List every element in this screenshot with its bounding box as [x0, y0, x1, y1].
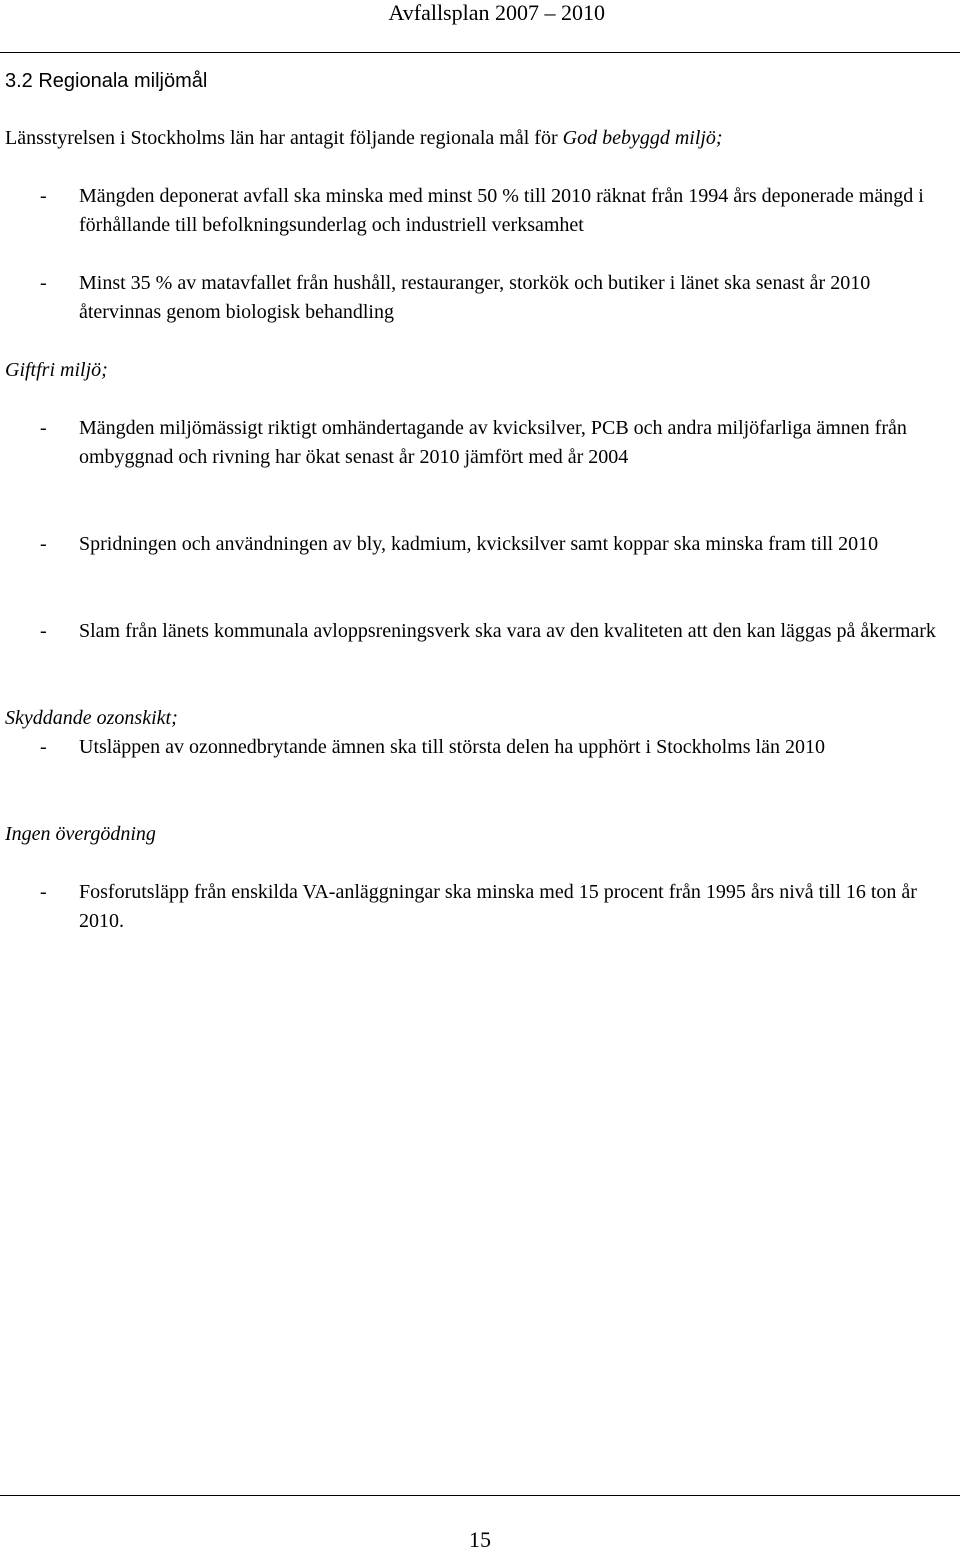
footer-rule: [0, 1495, 960, 1496]
bullet-dash: -: [40, 533, 47, 555]
list-item-text: Minst 35 % av matavfallet från hushåll, restauranger, storkök och butiker i länet ska senast år 2010 återvinnas genom biologisk behandling: [79, 272, 871, 323]
bullet-dash: -: [40, 417, 47, 439]
list-item: [40, 414, 950, 472]
list-item-text: Slam från länets kommunala avloppsreningsverk ska vara av den kvaliteten att den kan läggas på åkermark: [79, 620, 936, 642]
page-number: 15: [469, 1527, 491, 1552]
bullet-dash: -: [40, 881, 47, 903]
header-rule: [0, 52, 960, 53]
bullet-dash: -: [40, 620, 47, 642]
list-item: [40, 617, 950, 646]
list-item: [40, 733, 950, 762]
intro-italic-goal: God bebyggd miljö;: [562, 127, 723, 149]
list-item-text: Fosforutsläpp från enskilda VA-anläggningar ska minska med 15 procent från 1995 års nivå till 16 ton år 2010.: [79, 881, 917, 932]
list-item: [40, 530, 950, 559]
intro-text: Länsstyrelsen i Stockholms län har antagit följande regionala mål för: [5, 127, 563, 149]
bullet-dash: -: [40, 272, 47, 294]
intro-paragraph: [5, 124, 723, 153]
running-header: Avfallsplan 2007 – 2010: [388, 0, 605, 25]
bullet-dash: -: [40, 185, 47, 207]
list-item: [40, 878, 950, 936]
list-item: [40, 182, 950, 240]
list-item-text: Mängden deponerat avfall ska minska med minst 50 % till 2010 räknat från 1994 års deponerade mängd i förhållande till befolkningsunderlag och industriell verksamhet: [79, 185, 924, 236]
section-heading: 3.2 Regionala miljömål: [5, 70, 208, 92]
list-item-text: Spridningen och användningen av bly, kadmium, kvicksilver samt koppar ska minska fram till 2010: [79, 533, 879, 555]
list-item-text: Utsläppen av ozonnedbrytande ämnen ska till största delen ha upphört i Stockholms län 2010: [79, 736, 825, 758]
list-item-text: Mängden miljömässigt riktigt omhändertagande av kvicksilver, PCB och andra miljöfarliga ämnen från ombyggnad och rivning har ökat senast år 2010 jämfört med år 2004: [79, 417, 907, 468]
list-item: [40, 269, 950, 327]
bullet-dash: -: [40, 736, 47, 758]
goal-heading-giftfri: Giftfri miljö;: [5, 359, 108, 381]
goal-heading-overgodning: Ingen övergödning: [5, 823, 156, 845]
goal-heading-ozonskikt: Skyddande ozonskikt;: [5, 707, 178, 729]
